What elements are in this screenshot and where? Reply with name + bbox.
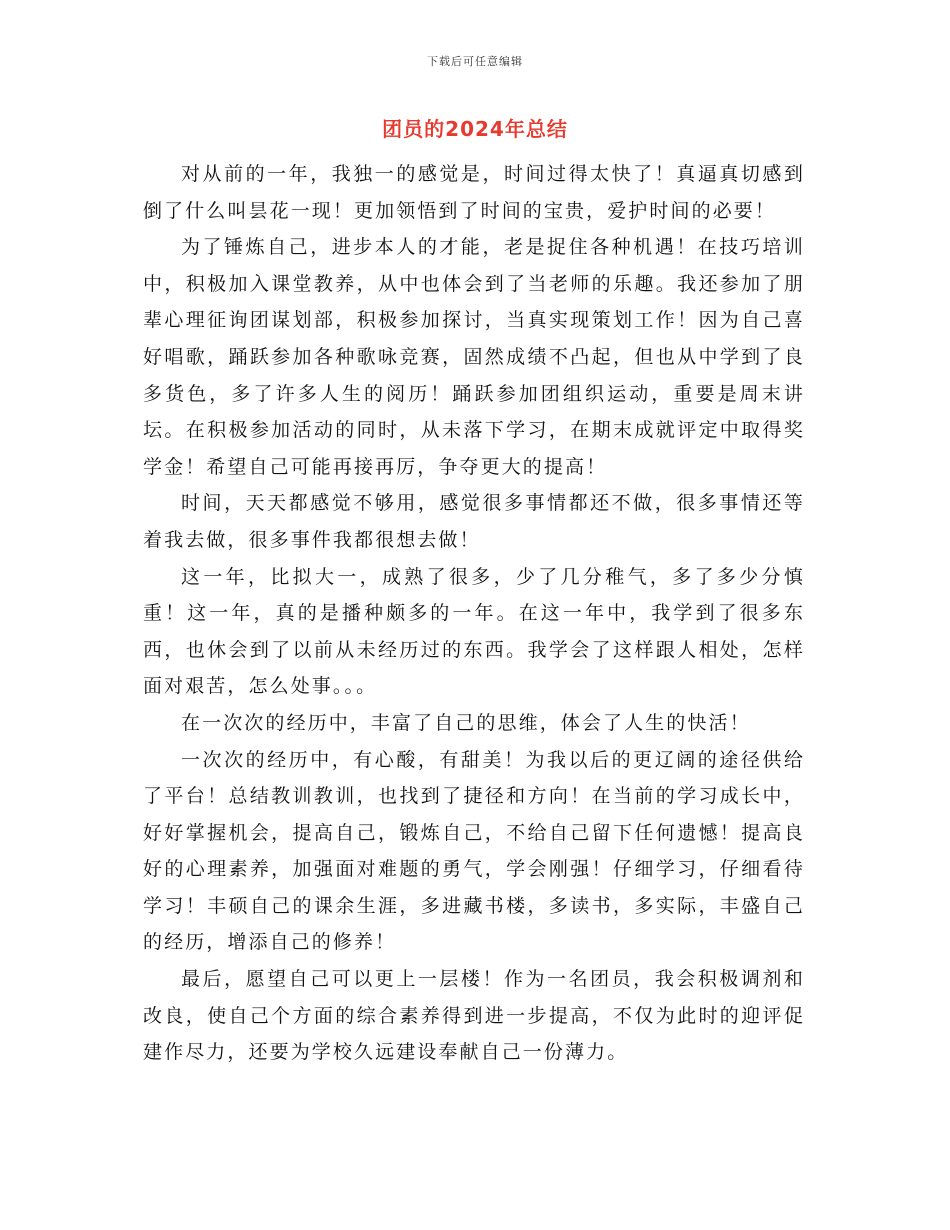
document-title: 团员的2024年总结: [382, 117, 568, 141]
paragraph: 最后，愿望自己可以更上一层楼！作为一名团员，我会积极调剂和改良，使自己个方面的综合素养得到进一步提高，不仅为此时的迎评促建作尽力，还要为学校久远建设奉献自己一份薄力。: [143, 968, 805, 1064]
document-body: [143, 156, 805, 1071]
paragraph: 在一次次的经历中，丰富了自己的思维，体会了人生的快活！: [181, 711, 751, 734]
paragraph: 对从前的一年，我独一的感觉是，时间过得太快了！真逼真切感到倒了什么叫昙花一现！更加领悟到了时间的宝贵，爱护时间的必要！: [143, 163, 805, 222]
paragraph: 一次次的经历中，有心酸，有甜美！为我以后的更辽阔的途径供给了平台！总结教训教训，也找到了捷径和方向！在当前的学习成长中，好好掌握机会，提高自己，锻炼自己，不给自己留下任何遗憾！提高良好的心理素养，加强面对难题的勇气，学会刚强！仔细学习，仔细看待学习！丰硕自己的课余生涯，多进藏书楼，多读书，多实际，丰盛自己的经历，增添自己的修养！: [143, 748, 805, 954]
header-note: 下载后可任意编辑: [427, 55, 523, 68]
paragraph: 为了锤炼自己，进步本人的才能，老是捉住各种机遇！在技巧培训中，积极加入课堂教养，从中也体会到了当老师的乐趣。我还参加了朋辈心理征询团谋划部，积极参加探讨，当真实现策划工作！因为自己喜好唱歌，踊跃参加各种歌咏竞赛，固然成绩不凸起，但也从中学到了良多货色，多了许多人生的阅历！踊跃参加团组织运动，重要是周末讲坛。在积极参加活动的同时，从未落下学习，在期末成就评定中取得奖学金！希望自己可能再接再厉，争夺更大的提高！: [143, 236, 805, 478]
paragraph: 这一年，比拟大一，成熟了很多，少了几分稚气，多了多少分慎重！这一年，真的是播种颇多的一年。在这一年中，我学到了很多东西，也休会到了以前从未经历过的东西。我学会了这样跟人相处，怎样面对艰苦，怎么处事。。。: [143, 565, 805, 698]
paragraph: 时间，天天都感觉不够用，感觉很多事情都还不做，很多事情还等着我去做，很多事件我都很想去做！: [143, 492, 805, 551]
